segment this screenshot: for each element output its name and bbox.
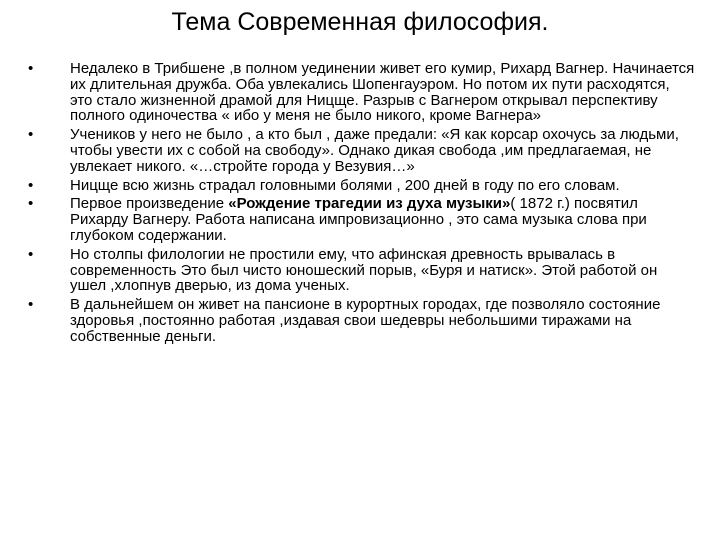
bullet-list	[26, 61, 696, 348]
bullet-text: Но столпы филологии не простили ему, что афинская древность врывалась в современность Это был чисто юношеский порыв, «Буря и натиск». Этой работой он ушел ,хлопнув дверью, из дома ученых.	[70, 245, 658, 295]
bullet-icon: •	[28, 245, 34, 263]
bullet-item	[26, 61, 696, 124]
bullet-item	[26, 297, 696, 344]
bullet-text: Недалеко в Трибшене ,в полном уединении живет его кумир, Рихард Вагнер. Начинается их длительная дружба. Оба увлекались Шопенгауэром. Но потом их пути расходятся, это стало жизненной драмой для Ницще. Разрыв с Вагнером открывал перспективу полного одиночества « ибо у меня не было никого, кроме Вагнера»	[70, 60, 695, 125]
bullet-text: В дальнейшем он живет на пансионе в курортных городах, где позволяло состояние здоровья ,постоянно работая ,издавая свои шедевры небольшими тиражами на собственные деньги.	[70, 296, 661, 345]
bullet-icon: •	[28, 60, 34, 77]
book-title: «Рождение трагедии из духа музыки»	[228, 195, 511, 213]
bullet-text: Ницще всю жизнь страдал головными болями , 200 дней в году по его словам.	[70, 176, 620, 194]
slide-title: Тема Современная философия.	[171, 8, 549, 36]
bullet-icon: •	[28, 296, 34, 314]
bullet-icon: •	[28, 176, 34, 194]
bullet-item	[26, 196, 696, 243]
bullet-text: ( 1872 г.) посвятил Рихарду Вагнеру. Работа написана импровизационно , это сама музыка слова при глубоком содержании.	[70, 195, 647, 244]
bullet-icon: •	[28, 126, 34, 144]
bullet-text: Первое произведение	[70, 195, 229, 213]
bullet-text: Учеников у него не было , а кто был , даже предали: «Я как корсар охочусь за людьми, чтобы увести их с собой на свободу». Однако дикая свобода ,им предлагаемая, не увлекает никого. «…стройте города у Везувия…»	[70, 126, 679, 175]
bullet-icon: •	[28, 195, 34, 213]
bullet-item	[26, 127, 696, 174]
bullet-item	[26, 247, 696, 294]
bullet-item	[26, 178, 696, 194]
